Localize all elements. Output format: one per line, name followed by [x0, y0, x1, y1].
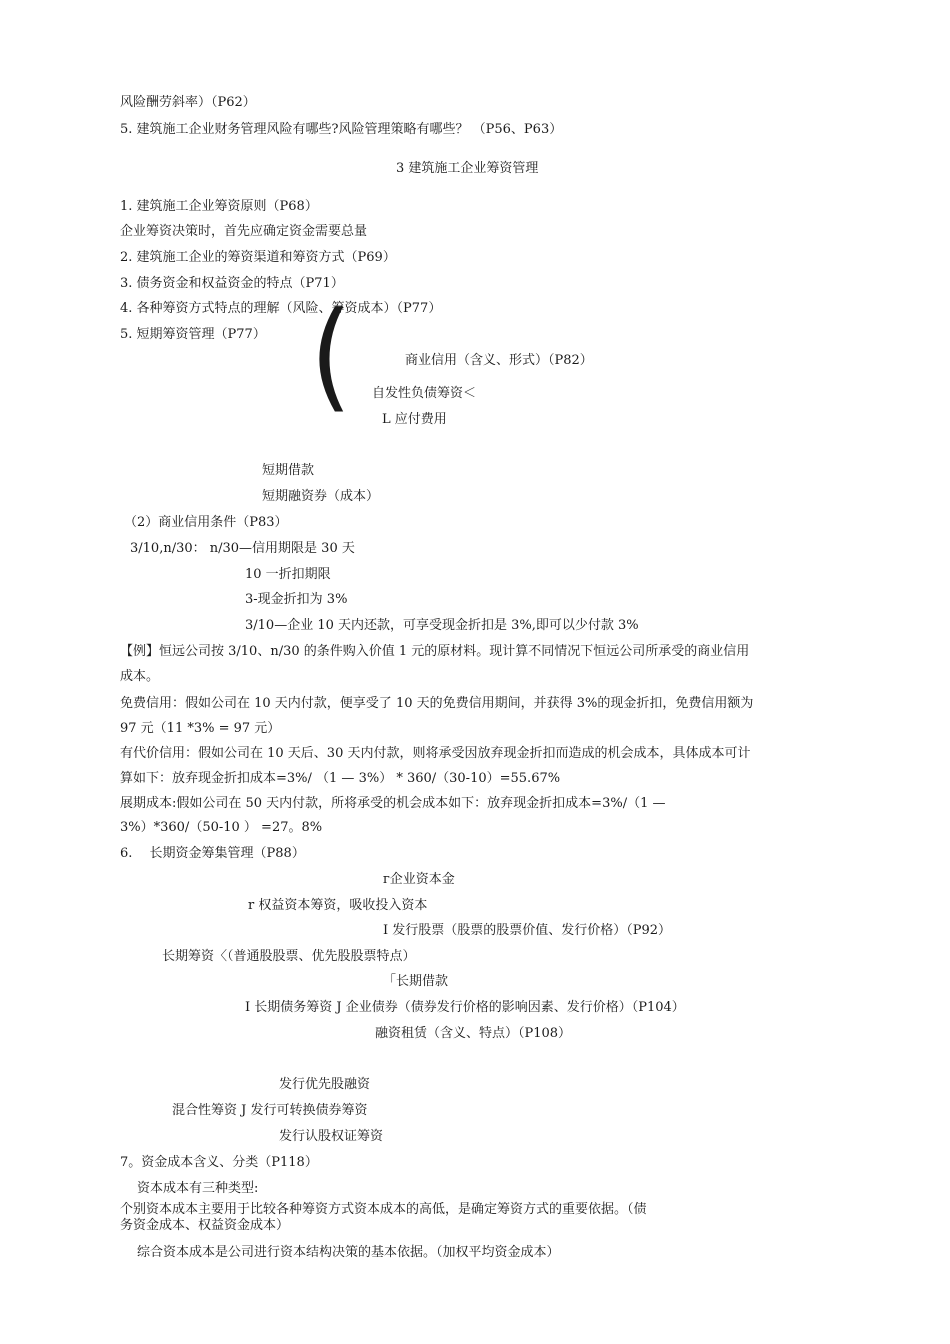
paragraph-line: 算如下：放弃现金折扣成本=3%/ （1 — 3%） * 360/（30-10）=55.67%	[120, 771, 561, 786]
question-5: 5. 建筑施工企业财务管理风险有哪些?风险管理策略有哪些？ （P56、P63）	[120, 122, 563, 137]
tree-node: ᴦ企业资本金	[383, 872, 455, 887]
text-line: 企业筹资决策时，首先应确定资金需要总量	[120, 224, 368, 239]
text-line: 3-现金折扣为 3%	[245, 592, 348, 607]
tree-node: 短期借款	[262, 463, 315, 478]
tree-node: 短期融资券（成本）	[262, 489, 380, 504]
tree-node: 混合性筹资 J 发行可转换债券筹资	[172, 1103, 368, 1118]
text-line: 资本成本有三种类型:	[137, 1181, 259, 1196]
item-4: 4. 各种筹资方式特点的理解（风险、筹资成本）（P77）	[120, 301, 442, 316]
item-3: 3. 债务资金和权益资金的特点（P71）	[120, 276, 344, 291]
tree-node: I 长期债务筹资 J 企业债券（债券发行价格的影响因素、发行价格）（P104）	[245, 1000, 685, 1015]
text-line: 3/10—企业 10 天内还款，可享受现金折扣是 3%,即可以少付款 3%	[245, 618, 639, 633]
item-6: 6. 长期资金筹集管理（P88）	[120, 846, 305, 861]
item-1: 1. 建筑施工企业筹资原则（P68）	[120, 199, 318, 214]
tree-node: 融资租赁（含义、特点）（P108）	[375, 1026, 572, 1041]
tree-node: L 应付费用	[382, 412, 447, 427]
paragraph-line: 展期成本:假如公司在 50 天内付款，所将承受的机会成本如下：放弃现金折扣成本=3%/（1 —	[120, 796, 666, 811]
subsection-heading: （2）商业信用条件（P83）	[124, 515, 288, 530]
paragraph-line: 有代价信用：假如公司在 10 天后、30 天内付款，则将承受因放弃现金折扣而造成的机会成本，具体成本可计	[120, 746, 751, 761]
example-paragraph: 成本。	[120, 669, 160, 684]
tree-node: 发行优先股融资	[279, 1077, 371, 1092]
text-line: 综合资本成本是公司进行资本结构决策的基本依据。（加权平均资金成本）	[137, 1245, 560, 1260]
text-line: 风险酬劳斜率）（P62）	[120, 95, 256, 110]
example-paragraph: 【例】恒远公司按 3/10、n/30 的条件购入价值 1 元的原材料。现计算不同情况下恒远公司所承受的商业信用	[120, 644, 750, 659]
tree-node: 长期筹资〈（普通股股票、优先股股票特点）	[162, 949, 416, 964]
tree-node: 发行认股权证筹资	[279, 1129, 384, 1144]
paragraph-line: 免费信用：假如公司在 10 天内付款，便享受了 10 天的免费信用期间，并获得 3%的现金折扣，免费信用额为	[120, 696, 754, 711]
text-line: 3/10,n/30： n/30—信用期限是 30 天	[130, 541, 355, 556]
item-5: 5. 短期筹资管理（P77）	[120, 327, 266, 342]
text-line: 10 一折扣期限	[245, 567, 331, 582]
tree-node: 商业信用（含义、形式）（P82）	[405, 353, 593, 368]
paragraph-line: 务资金成本、权益资金成本）	[120, 1218, 290, 1233]
paragraph-line: 3%）*360/（50-10 ） =27。8%	[120, 820, 323, 835]
tree-node: r 权益资本筹资，吸收投入资本	[248, 898, 428, 913]
section-heading: 3 建筑施工企业筹资管理	[396, 161, 539, 176]
paragraph-line: 个别资本成本主要用于比较各种筹资方式资本成本的高低，是确定筹资方式的重要依据。（债	[120, 1202, 647, 1217]
tree-node: 「长期借款	[383, 974, 449, 989]
brace-glyph: (	[310, 286, 352, 424]
item-2: 2. 建筑施工企业的筹资渠道和筹资方式（P69）	[120, 250, 396, 265]
tree-node: I 发行股票（股票的股票价值、发行价格）（P92）	[383, 923, 672, 938]
item-7: 7。资金成本含义、分类（P118）	[120, 1155, 318, 1170]
tree-node: 自发性负债筹资＜	[372, 386, 477, 401]
paragraph-line: 97 元（11 *3% = 97 元）	[120, 721, 281, 736]
